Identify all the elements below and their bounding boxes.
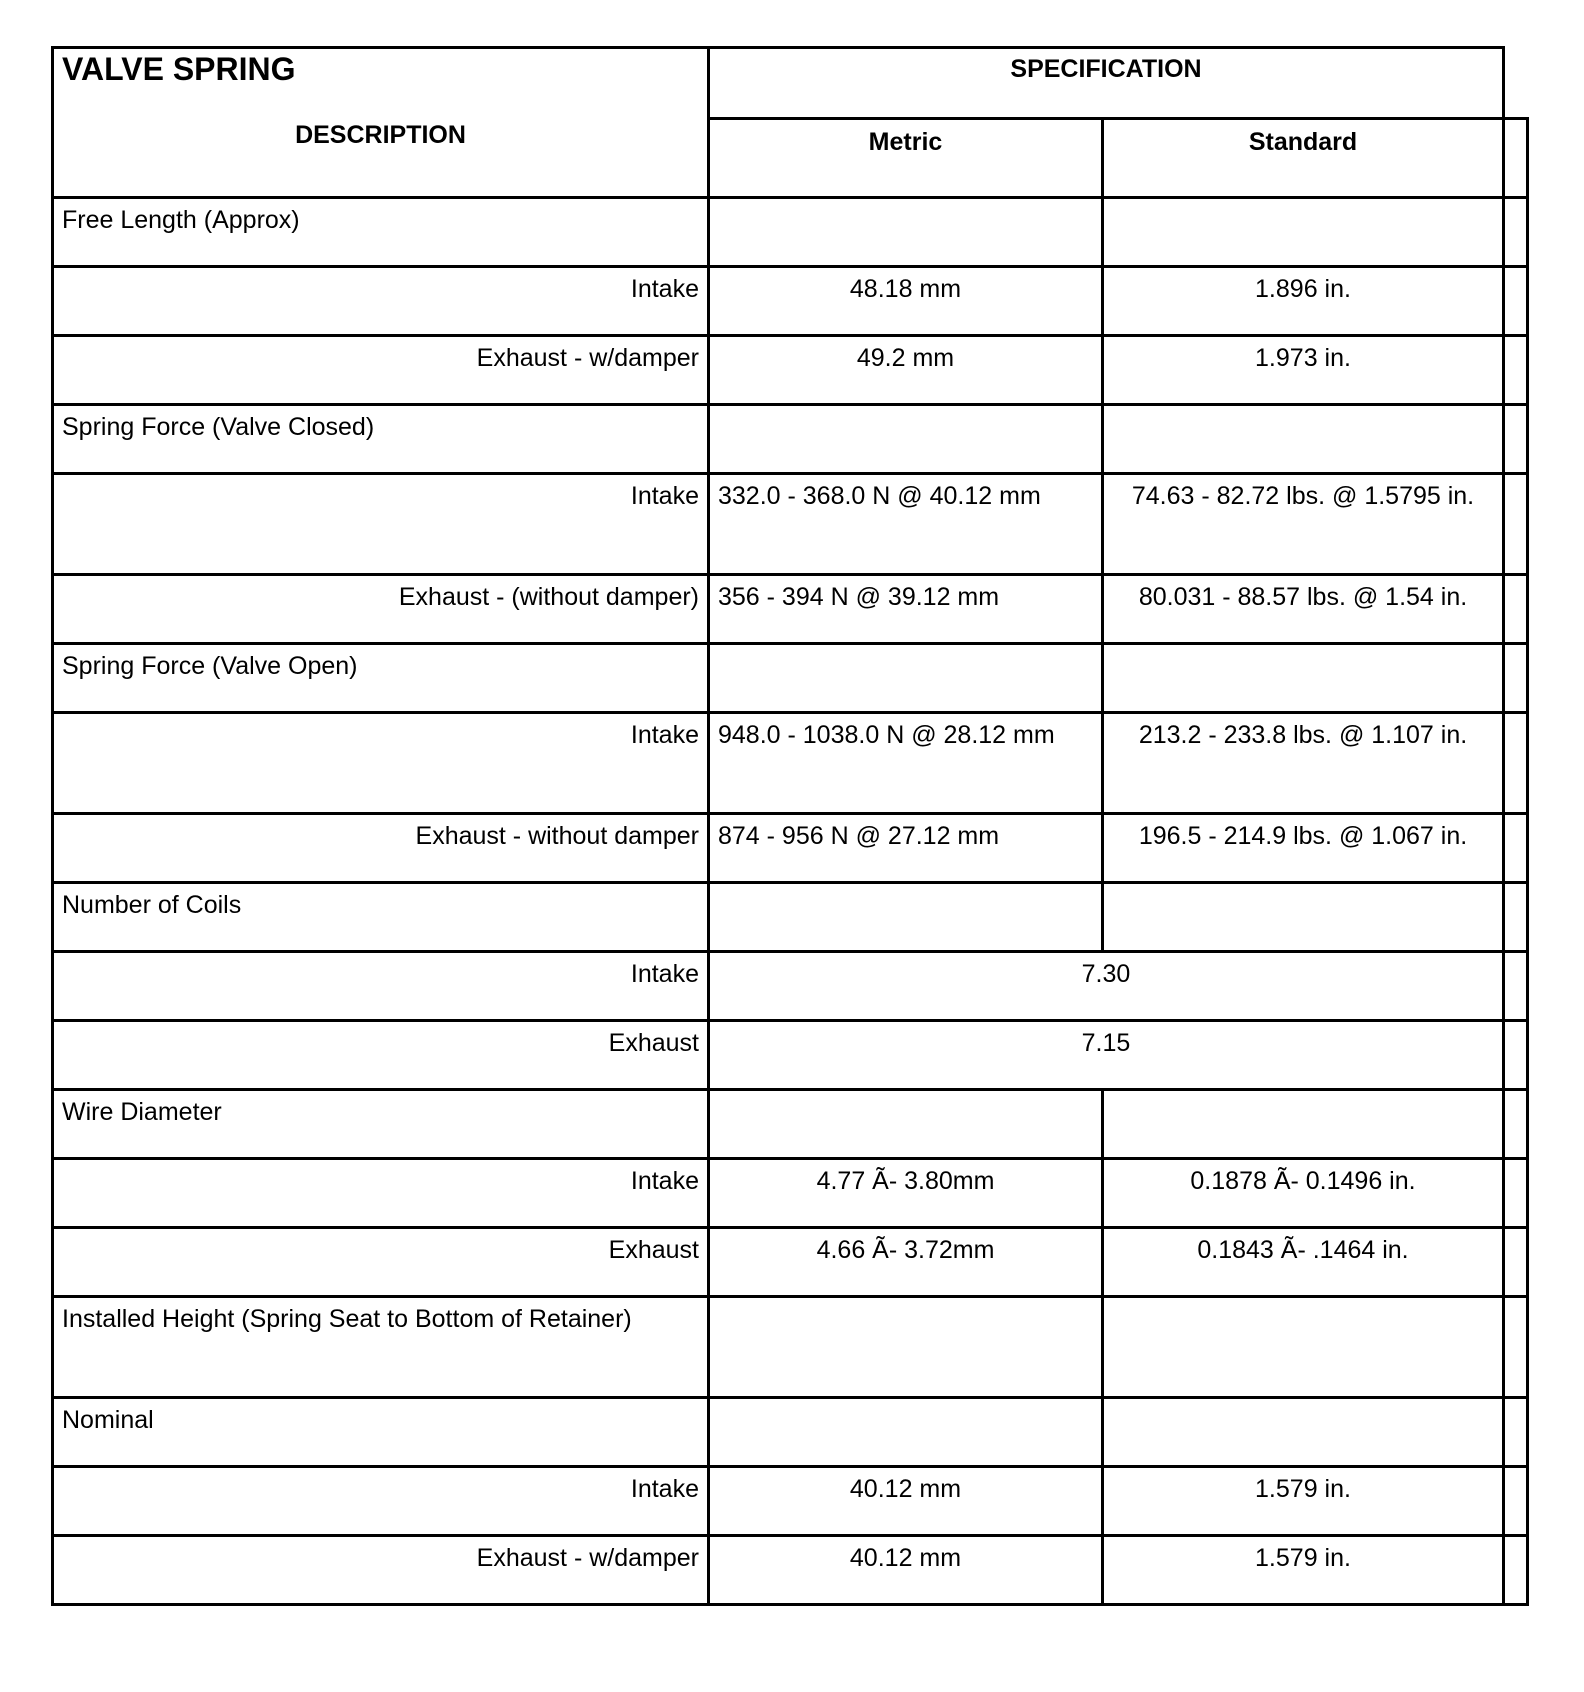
metric-value bbox=[709, 1297, 1103, 1398]
title-cell bbox=[53, 48, 709, 198]
pad-cell bbox=[1504, 336, 1528, 405]
pad-cell bbox=[1504, 883, 1528, 952]
section-label: Spring Force (Valve Closed) bbox=[53, 405, 709, 474]
section-row bbox=[53, 1090, 1528, 1159]
table-row bbox=[53, 267, 1528, 336]
valve-spring-spec-table bbox=[51, 46, 1529, 1606]
spec-rows bbox=[53, 198, 1528, 1605]
metric-value bbox=[709, 644, 1103, 713]
metric-value: 356 - 394 N @ 39.12 mm bbox=[709, 575, 1103, 644]
standard-value bbox=[1103, 198, 1504, 267]
standard-column-header: Standard bbox=[1103, 119, 1504, 198]
section-row bbox=[53, 883, 1528, 952]
metric-value: 40.12 mm bbox=[709, 1536, 1103, 1605]
item-label: Intake bbox=[53, 474, 709, 575]
pad-cell bbox=[1504, 952, 1528, 1021]
valve-spring-spec-sheet bbox=[51, 46, 1529, 1606]
item-label: Intake bbox=[53, 267, 709, 336]
table-row bbox=[53, 1228, 1528, 1297]
standard-value bbox=[1103, 644, 1504, 713]
section-label: Installed Height (Spring Seat to Bottom of Retainer) bbox=[53, 1297, 709, 1398]
standard-value bbox=[1103, 1297, 1504, 1398]
item-label: Intake bbox=[53, 1467, 709, 1536]
standard-value bbox=[1103, 1398, 1504, 1467]
section-row bbox=[53, 644, 1528, 713]
standard-value bbox=[1103, 883, 1504, 952]
metric-value: 4.66 Ã- 3.72mm bbox=[709, 1228, 1103, 1297]
metric-value: 40.12 mm bbox=[709, 1467, 1103, 1536]
table-row bbox=[53, 1159, 1528, 1228]
combined-value: 7.15 bbox=[709, 1021, 1504, 1090]
standard-value: 1.973 in. bbox=[1103, 336, 1504, 405]
standard-value: 1.579 in. bbox=[1103, 1467, 1504, 1536]
standard-value: 0.1878 Ã- 0.1496 in. bbox=[1103, 1159, 1504, 1228]
table-row bbox=[53, 952, 1528, 1021]
standard-value bbox=[1103, 1090, 1504, 1159]
metric-value: 332.0 - 368.0 N @ 40.12 mm bbox=[709, 474, 1103, 575]
standard-value bbox=[1103, 405, 1504, 474]
section-row bbox=[53, 405, 1528, 474]
pad-cell bbox=[1504, 1467, 1528, 1536]
standard-value: 1.896 in. bbox=[1103, 267, 1504, 336]
item-label: Exhaust - w/damper bbox=[53, 1536, 709, 1605]
pad-cell bbox=[1504, 644, 1528, 713]
item-label: Exhaust - without damper bbox=[53, 814, 709, 883]
section-label: Free Length (Approx) bbox=[53, 198, 709, 267]
section-row bbox=[53, 1398, 1528, 1467]
pad-cell bbox=[1504, 1297, 1528, 1398]
pad-cell bbox=[1504, 814, 1528, 883]
standard-value: 196.5 - 214.9 lbs. @ 1.067 in. bbox=[1103, 814, 1504, 883]
pad-cell bbox=[1504, 119, 1528, 198]
standard-value: 80.031 - 88.57 lbs. @ 1.54 in. bbox=[1103, 575, 1504, 644]
item-label: Intake bbox=[53, 1159, 709, 1228]
table-title: VALVE SPRING bbox=[62, 51, 296, 87]
metric-value: 4.77 Ã- 3.80mm bbox=[709, 1159, 1103, 1228]
section-row bbox=[53, 1297, 1528, 1398]
standard-value: 213.2 - 233.8 lbs. @ 1.107 in. bbox=[1103, 713, 1504, 814]
pad-cell bbox=[1504, 1021, 1528, 1090]
metric-value bbox=[709, 405, 1103, 474]
standard-value: 74.63 - 82.72 lbs. @ 1.5795 in. bbox=[1103, 474, 1504, 575]
table-row bbox=[53, 336, 1528, 405]
specification-header: SPECIFICATION bbox=[709, 48, 1504, 119]
pad-cell bbox=[1504, 1228, 1528, 1297]
table-row bbox=[53, 713, 1528, 814]
metric-value bbox=[709, 198, 1103, 267]
table-row bbox=[53, 474, 1528, 575]
pad-cell bbox=[1504, 575, 1528, 644]
standard-value: 1.579 in. bbox=[1103, 1536, 1504, 1605]
item-label: Exhaust - (without damper) bbox=[53, 575, 709, 644]
metric-value: 49.2 mm bbox=[709, 336, 1103, 405]
item-label: Intake bbox=[53, 713, 709, 814]
table-row bbox=[53, 814, 1528, 883]
section-label: Spring Force (Valve Open) bbox=[53, 644, 709, 713]
pad-cell bbox=[1504, 1159, 1528, 1228]
metric-value: 874 - 956 N @ 27.12 mm bbox=[709, 814, 1103, 883]
pad-cell bbox=[1504, 1398, 1528, 1467]
metric-value: 948.0 - 1038.0 N @ 28.12 mm bbox=[709, 713, 1103, 814]
header-row-1 bbox=[53, 48, 1528, 119]
table-row bbox=[53, 1021, 1528, 1090]
pad-cell bbox=[1504, 1536, 1528, 1605]
table-row bbox=[53, 575, 1528, 644]
metric-value: 48.18 mm bbox=[709, 267, 1103, 336]
item-label: Exhaust - w/damper bbox=[53, 336, 709, 405]
table-row bbox=[53, 1467, 1528, 1536]
metric-value bbox=[709, 883, 1103, 952]
section-label: Nominal bbox=[53, 1398, 709, 1467]
item-label: Intake bbox=[53, 952, 709, 1021]
table-row bbox=[53, 1536, 1528, 1605]
metric-column-header: Metric bbox=[709, 119, 1103, 198]
item-label: Exhaust bbox=[53, 1228, 709, 1297]
section-row bbox=[53, 198, 1528, 267]
pad-cell bbox=[1504, 405, 1528, 474]
section-label: Number of Coils bbox=[53, 883, 709, 952]
combined-value: 7.30 bbox=[709, 952, 1504, 1021]
pad-cell bbox=[1504, 267, 1528, 336]
pad-cell bbox=[1504, 474, 1528, 575]
pad-cell bbox=[1504, 713, 1528, 814]
section-label: Wire Diameter bbox=[53, 1090, 709, 1159]
pad-cell bbox=[1504, 1090, 1528, 1159]
description-column-header: DESCRIPTION bbox=[295, 121, 466, 149]
header-gap bbox=[1504, 48, 1528, 119]
item-label: Exhaust bbox=[53, 1021, 709, 1090]
pad-cell bbox=[1504, 198, 1528, 267]
metric-value bbox=[709, 1090, 1103, 1159]
metric-value bbox=[709, 1398, 1103, 1467]
standard-value: 0.1843 Ã- .1464 in. bbox=[1103, 1228, 1504, 1297]
